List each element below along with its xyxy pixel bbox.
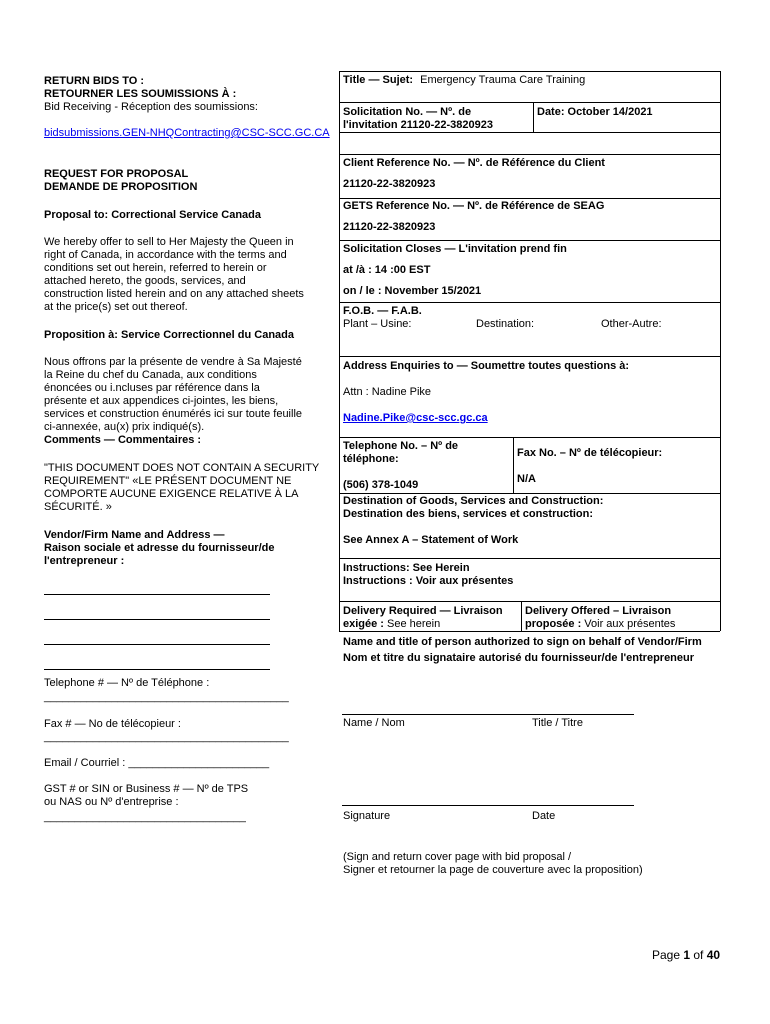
title-label-sign: Title / Titre <box>532 717 583 729</box>
rule <box>339 558 720 559</box>
signature-label: Signature <box>343 810 391 822</box>
client-ref-label: Client Reference No. — Nº. de Référence du Client <box>343 157 605 169</box>
closes-label: Solicitation Closes — L'invitation prend fin <box>343 243 567 255</box>
form-right-border <box>720 71 721 631</box>
rule <box>339 71 720 72</box>
bid-receiving-label: Bid Receiving - Réception des soumissions: <box>44 101 258 113</box>
title-value: Emergency Trauma Care Training <box>420 74 586 86</box>
fax-blank[interactable]: ________________________________________ <box>44 731 289 743</box>
attn-name: Attn : Nadine Pike <box>343 386 432 398</box>
closes-time: at /à : 14 :00 EST <box>343 264 431 276</box>
rule <box>339 198 720 199</box>
comments-label: Comments — Commentaires : <box>44 434 202 446</box>
telephone-no-label: Telephone No. – Nº de téléphone: <box>343 440 459 465</box>
rule <box>339 437 720 438</box>
divider <box>521 601 522 631</box>
bid-email-link[interactable]: bidsubmissions.GEN-NHQContracting@CSC-SCC.GC.CA <box>44 127 330 139</box>
gets-ref-value: 21120-22-3820923 <box>343 221 436 233</box>
delivery-offered-label: Delivery Offered – Livraison proposée : <box>525 605 672 630</box>
vendor-line-2[interactable] <box>44 619 270 620</box>
comments-text: "THIS DOCUMENT DOES NOT CONTAIN A SECURITY REQUIREMENT" «LE PRÉSENT DOCUMENT NE COMPORTE AUCUNE EXIGENCE RELATIVE À LA SÉCURITÉ. » <box>44 462 320 513</box>
rfp-title-fr: DEMANDE DE PROPOSITION <box>44 181 198 193</box>
proposal-to: Proposal to: Correctional Service Canada <box>44 209 262 221</box>
divider <box>513 437 514 493</box>
rule <box>339 356 720 357</box>
rule <box>339 132 720 133</box>
rule <box>339 493 720 494</box>
solicitation-number: Solicitation No. — Nº. de l'invitation 21120-22-3820923 <box>343 106 493 131</box>
destination-goods-label: Destination of Goods, Services and Construction: Destination des biens, services et construction: <box>343 495 604 520</box>
rule <box>339 240 720 241</box>
page-prefix: Page <box>652 948 684 962</box>
address-enquiries-label: Address Enquiries to — Soumettre toutes questions à: <box>343 360 630 372</box>
name-label: Name / Nom <box>343 717 405 729</box>
form-left-border <box>339 71 340 631</box>
rfp-title: REQUEST FOR PROPOSAL <box>44 168 189 180</box>
page-total: 40 <box>706 948 721 962</box>
gst-blank[interactable]: _________________________________ <box>44 811 246 823</box>
vendor-line-1[interactable] <box>44 594 270 595</box>
telephone-no-value: (506) 378-1049 <box>343 479 419 491</box>
vendor-line-3[interactable] <box>44 644 270 645</box>
name-title-line[interactable] <box>342 714 634 715</box>
fax-no-label: Fax No. – Nº de télécopieur: <box>517 447 663 459</box>
rule <box>339 601 720 602</box>
telephone-blank[interactable]: ________________________________________ <box>44 691 289 703</box>
fax-label: Fax # — No de télécopieur : <box>44 718 181 730</box>
destination-goods-value: See Annex A – Statement of Work <box>343 534 519 546</box>
email-label[interactable]: Email / Courriel : _______________________ <box>44 757 270 769</box>
signature-line[interactable] <box>342 805 634 806</box>
rule <box>339 154 720 155</box>
telephone-label: Telephone # — Nº de Téléphone : <box>44 677 210 689</box>
authorized-signer-label: Name and title of person authorized to sign on behalf of Vendor/Firm Nom et titre du signataire autorisé du fournisseur/de l'entrepreneur <box>343 636 702 664</box>
proposition-a: Proposition à: Service Correctionnel du Canada <box>44 329 294 341</box>
delivery-required <box>343 605 519 631</box>
return-bids-label-fr: RETOURNER LES SOUMISSIONS À : <box>44 88 237 100</box>
delivery-required-label: Delivery Required — Livraison exigée : <box>343 605 503 630</box>
date-label: Date <box>532 810 556 822</box>
rule <box>339 302 720 303</box>
rule <box>339 631 720 632</box>
title-label: Title — Sujet: <box>343 74 414 86</box>
fob-label: F.O.B. — F.A.B. <box>343 305 422 317</box>
delivery-offered-value: Voir aux présentes <box>584 618 676 630</box>
page-current: 1 <box>683 948 691 962</box>
delivery-offered <box>525 605 719 631</box>
solicitation-date: Date: October 14/2021 <box>537 106 653 118</box>
offer-text-fr: Nous offrons par la présente de vendre à Sa Majesté la Reine du chef du Canada, aux conditions énoncées ou i.ncluses par référence dans la présente et aux appendices ci-jointes, les biens, services et construction énumérés ici sur toute feuille ci-annexée, au(x) prix indiqué(s). <box>44 356 303 433</box>
delivery-required-value: See herein <box>387 618 441 630</box>
title-row <box>343 74 585 87</box>
instructions: Instructions: See Herein Instructions : Voir aux présentes <box>343 562 514 587</box>
page-of: of <box>690 948 707 962</box>
closes-date: on / le : November 15/2021 <box>343 285 482 297</box>
vendor-label: Vendor/Firm Name and Address — Raison sociale et adresse du fournisseur/de l'entrepreneur : <box>44 529 275 567</box>
fax-no-value: N/A <box>517 473 536 485</box>
gets-ref-label: GETS Reference No. — Nº. de Référence de SEAG <box>343 200 605 212</box>
fob-other: Other-Autre: <box>601 318 662 330</box>
offer-text-en: We hereby offer to sell to Her Majesty the Queen in right of Canada, in accordance with the terms and conditions set out herein, referred to herein or attached hereto, the goods, services, and construction listed herein and on any attached sheets at the price(s) set out thereof. <box>44 236 304 313</box>
fob-destination: Destination: <box>476 318 535 330</box>
attn-email-link[interactable]: Nadine.Pike@csc-scc.gc.ca <box>343 412 488 424</box>
rule <box>339 102 720 103</box>
sign-return-note: (Sign and return cover page with bid proposal / Signer et retourner la page de couverture avec la proposition) <box>343 851 643 876</box>
page-number <box>652 949 720 962</box>
fob-plant: Plant – Usine: <box>343 318 412 330</box>
divider <box>533 102 534 132</box>
vendor-line-4[interactable] <box>44 669 270 670</box>
client-ref-value: 21120-22-3820923 <box>343 178 436 190</box>
return-bids-label: RETURN BIDS TO : <box>44 75 145 87</box>
gst-label: GST # or SIN or Business # — Nº de TPS ou NAS ou Nº d'entreprise : <box>44 783 249 808</box>
